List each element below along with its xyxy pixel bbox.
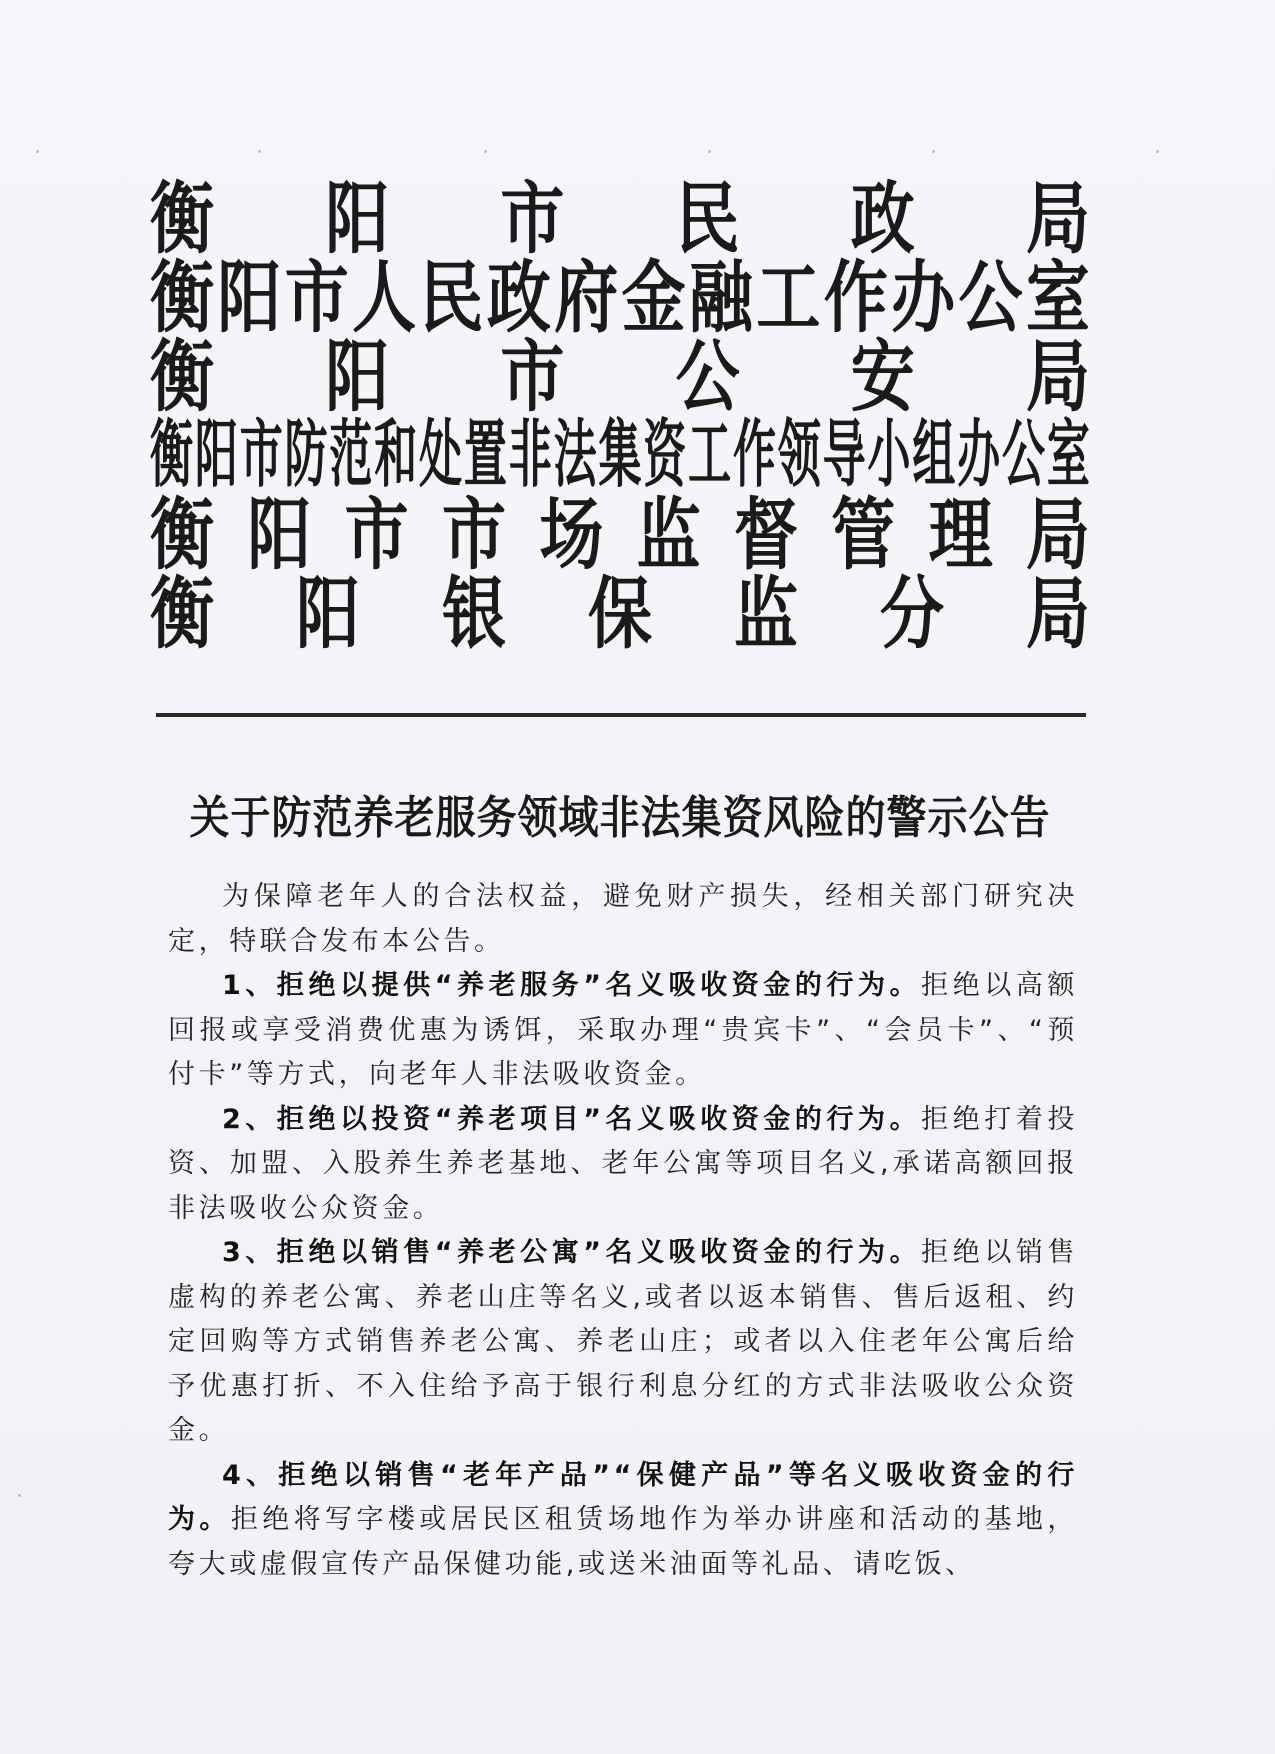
scan-speck [258,150,261,153]
notice-title: 关于防范养老服务领域非法集资风险的警示公告 [189,791,1051,845]
agency-name: 衡 阳 市 公 安 局 [150,331,1090,424]
item-heading: 2、拒绝以投资“养老项目”名义吸收资金的行为。 [222,1103,922,1135]
list-item [168,1098,1078,1232]
item-heading: 4、拒绝以销售“老年产品”“保健产品”等名义吸收资金的行为。 [168,1459,1078,1535]
item-text: 拒绝以高额回报或享受消费优惠为诱饵，采取办理“贵宾卡”、“会员卡”、“预付卡”等方式，向老年人非法吸收资金。 [168,970,1079,1090]
item-heading: 1、拒绝以提供“养老服务”名义吸收资金的行为。 [222,970,922,1001]
item-text: 拒绝将写字楼或居民区租赁场地作为举办讲座和活动的基地，夸大或虚假宣传产品保健功能,或送米油面等礼品、请吃饭、 [168,1504,1079,1580]
agency-name: 衡 阳 市 防 范 和 处 置 非 法 集 资 工 作 领 导 小 组 办 公 室 [150,413,1090,499]
scan-speck [36,150,39,153]
agency-name: 衡 阳 市 民 政 局 [150,173,1090,266]
scan-speck [932,150,935,153]
issuing-agencies-header [150,173,1090,661]
notice-body [168,875,1078,1587]
agency-name: 衡 阳 市 人 民 政 府 金 融 工 作 办 公 室 [150,252,1090,345]
scan-speck [484,150,487,153]
item-text: 拒绝打着投资、加盟、入股养生养老基地、老年公寓等项目名义,承诺高额回报非法吸收公众资金。 [168,1103,1079,1224]
header-divider [156,713,1086,717]
list-item [168,1454,1078,1588]
scan-speck [18,1494,21,1497]
intro-paragraph: 为保障老年人的合法权益，避免财产损失，经相关部门研究决定，特联合发布本公告。 [168,881,1078,957]
list-item [168,964,1078,1098]
agency-name: 衡 阳 市 市 场 监 督 管 理 局 [150,489,1090,582]
item-text: 拒绝以销售虚构的养老公寓、养老山庄等名义,或者以返本销售、售后返租、约定回购等方式销售养老公寓、养老山庄；或者以入住老年公寓后给予优惠打折、不入住给予高于银行利息分红的方式非法吸收公众资金。 [168,1237,1079,1446]
list-item [168,1231,1078,1454]
scan-speck [708,150,711,153]
scan-speck [1156,150,1159,153]
agency-name: 衡 阳 银 保 监 分 局 [150,568,1090,661]
item-heading: 3、拒绝以销售“养老公寓”名义吸收资金的行为。 [222,1237,922,1268]
